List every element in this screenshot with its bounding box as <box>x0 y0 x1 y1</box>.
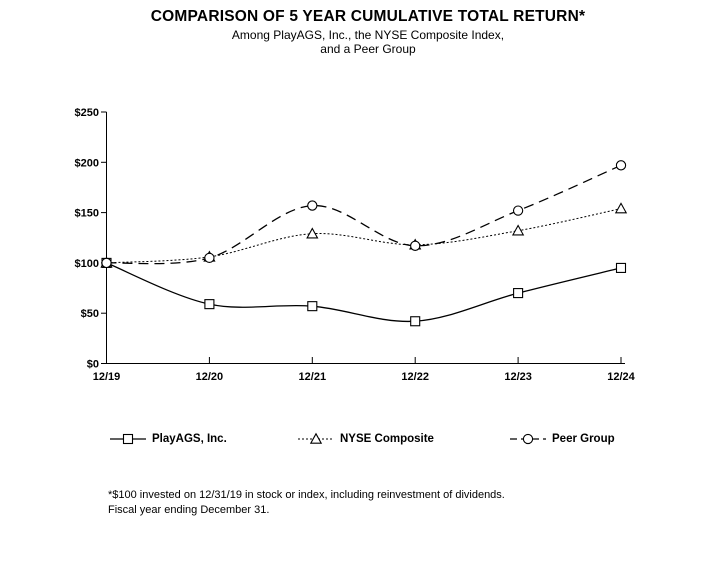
svg-text:12/20: 12/20 <box>195 371 224 383</box>
svg-text:$0: $0 <box>86 358 99 371</box>
svg-text:$250: $250 <box>74 107 99 119</box>
triangle-marker-icon <box>298 432 334 446</box>
legend-item-playags <box>110 431 227 447</box>
footnote <box>108 488 505 518</box>
chart-subtitle-line-1: Among PlayAGS, Inc., the NYSE Composite Index, <box>231 28 505 42</box>
svg-text:$150: $150 <box>74 207 99 220</box>
svg-text:$200: $200 <box>74 157 99 170</box>
legend-label-playags: PlayAGS, Inc. <box>152 433 227 445</box>
chart-subtitle-line-2: and a Peer Group <box>320 42 416 56</box>
svg-text:12/21: 12/21 <box>298 371 327 383</box>
svg-text:$100: $100 <box>74 257 99 270</box>
square-marker-icon <box>110 432 146 446</box>
legend-label-peer-group: Peer Group <box>552 433 615 445</box>
chart-title: COMPARISON OF 5 YEAR CUMULATIVE TOTAL RETURN* <box>150 8 586 25</box>
svg-text:12/19: 12/19 <box>92 371 121 383</box>
circle-marker-icon <box>510 432 546 446</box>
legend-item-peer-group <box>510 431 615 447</box>
footnote-line-1: *$100 invested on 12/31/19 in stock or index, including reinvestment of dividends. <box>108 489 505 501</box>
legend-label-nyse-composite: NYSE Composite <box>340 433 434 445</box>
svg-text:12/22: 12/22 <box>401 371 429 383</box>
svg-text:12/24: 12/24 <box>607 371 635 383</box>
svg-text:$50: $50 <box>80 308 99 321</box>
footnote-line-2: Fiscal year ending December 31. <box>108 504 270 516</box>
svg-text:12/23: 12/23 <box>504 371 532 383</box>
legend-item-nyse-composite <box>298 431 434 447</box>
